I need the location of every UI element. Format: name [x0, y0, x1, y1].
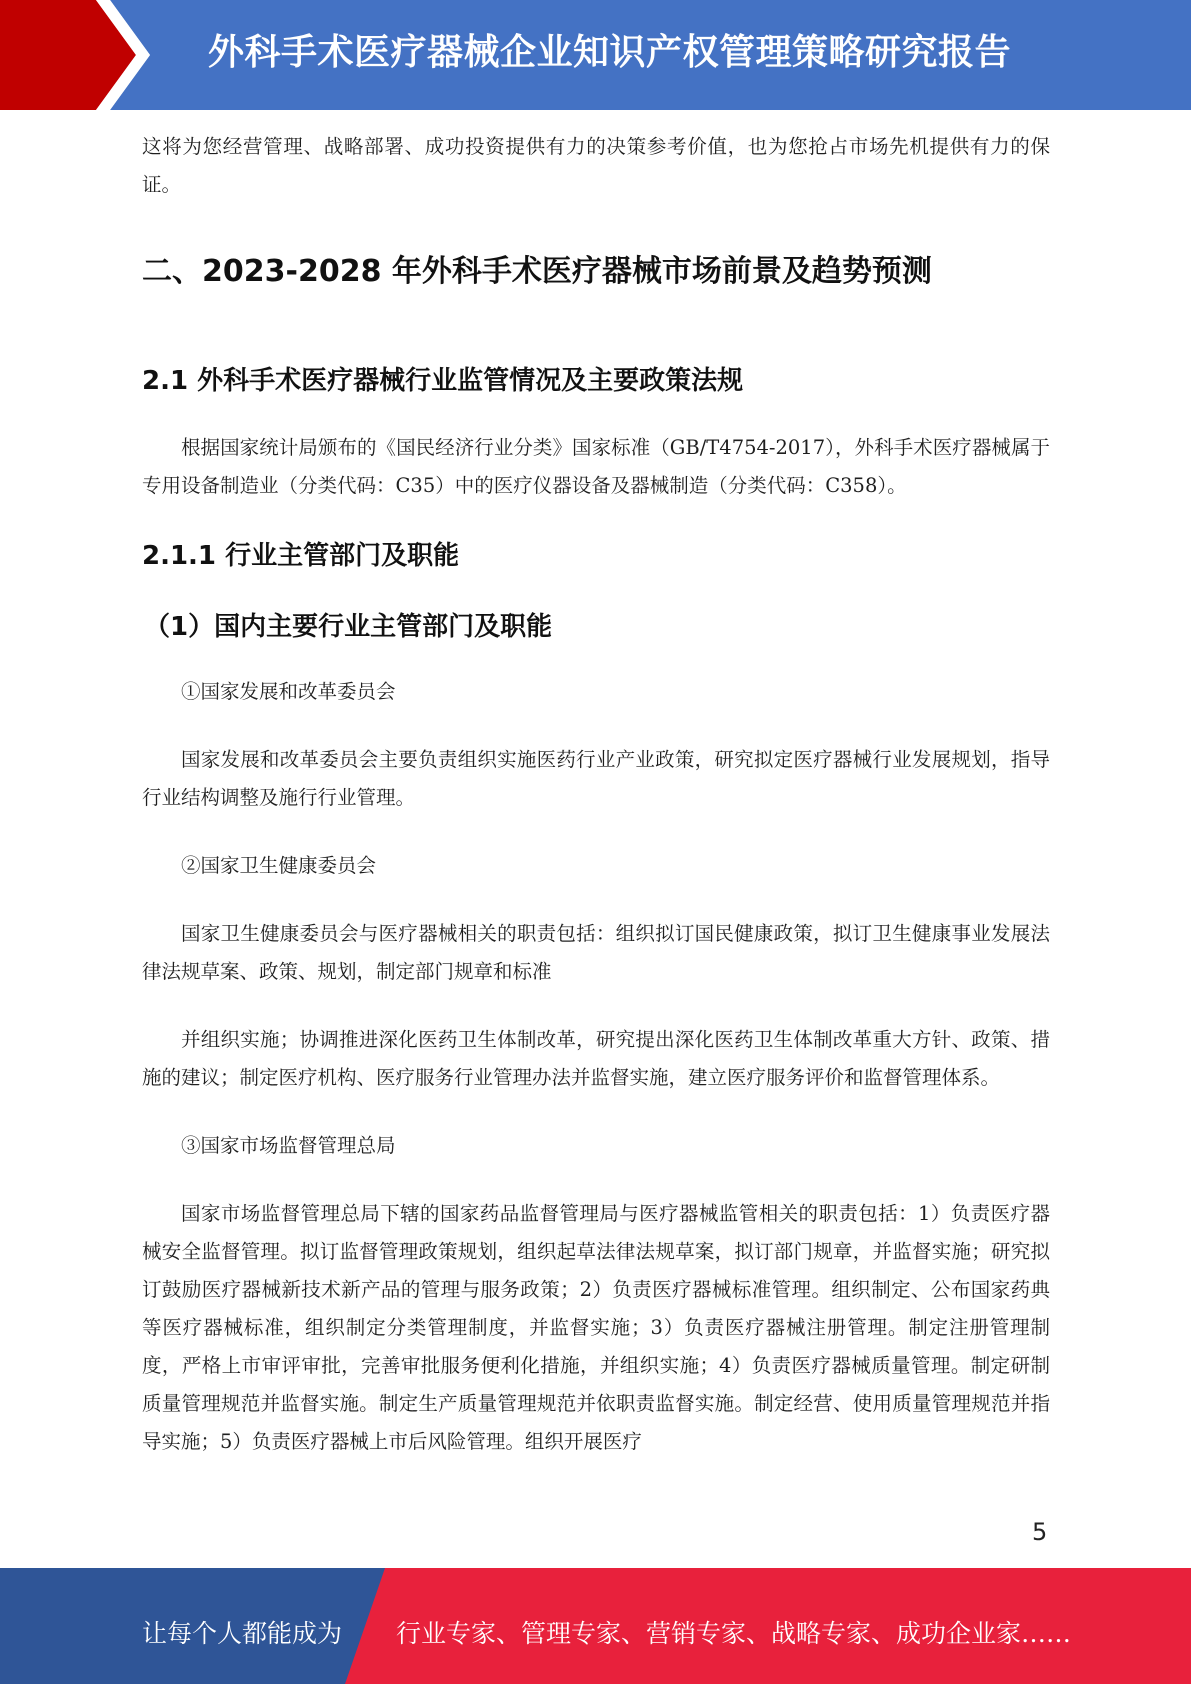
item-paragraph-ndrc: 国家发展和改革委员会主要负责组织实施医药行业产业政策，研究拟定医疗器械行业发展规划，指导行业结构调整及施行行业管理。 — [142, 748, 1050, 809]
subsection-heading: 2.1 外科手术医疗器械行业监管情况及主要政策法规 — [142, 366, 744, 396]
header-arrow-icon — [0, 0, 200, 110]
page-footer — [0, 1568, 1191, 1684]
item-title-nhc: ②国家卫生健康委员会 — [181, 854, 377, 877]
item-title-ndrc: ①国家发展和改革委员会 — [181, 680, 396, 703]
report-title: 外科手术医疗器械企业知识产权管理策略研究报告 — [208, 32, 1012, 73]
item-title-samr: ③国家市场监督管理总局 — [181, 1134, 396, 1157]
subsubsection-heading: 2.1.1 行业主管部门及职能 — [142, 541, 460, 571]
regulators-heading: （1）国内主要行业主管部门及职能 — [144, 612, 553, 642]
page-header — [0, 0, 1191, 110]
item-paragraph-samr: 国家市场监督管理总局下辖的国家药品监督管理局与医疗器械监管相关的职责包括：1）负责医疗器械安全监督管理。拟订监督管理政策规划，组织起草法律法规草案，拟订部门规章，并监督实施；研究拟订鼓励医疗器械新技术新产品的管理与服务政策；2）负责医疗器械标准管理。组织制定、公布国家药典等医疗器械标准，组织制定分类管理制度，并监督实施；3）负责医疗器械注册管理。制定注册管理制度，严格上市审评审批，完善审批服务便利化措施，并组织实施；4）负责医疗器械质量管理。制定研制质量管理规范并监督实施。制定生产质量管理规范并依职责监督实施。制定经营、使用质量管理规范并指导实施；5）负责医疗器械上市后风险管理。组织开展医疗 — [142, 1202, 1050, 1453]
footer-slogan-left: 让每个人都能成为 — [142, 1619, 343, 1648]
classification-paragraph: 根据国家统计局颁布的《国民经济行业分类》国家标准（GB/T4754-2017），外科手术医疗器械属于专用设备制造业（分类代码：C35）中的医疗仪器设备及器械制造（分类代码：C358）。 — [142, 436, 1050, 497]
item-paragraph-nhc-2: 并组织实施；协调推进深化医药卫生体制改革，研究提出深化医药卫生体制改革重大方针、政策、措施的建议；制定医疗机构、医疗服务行业管理办法并监督实施，建立医疗服务评价和监督管理体系。 — [142, 1028, 1050, 1089]
intro-paragraph: 这将为您经营管理、战略部署、成功投资提供有力的决策参考价值，也为您抢占市场先机提供有力的保证。 — [142, 135, 1050, 196]
footer-slogan-right: 行业专家、管理专家、营销专家、战略专家、成功企业家…… — [396, 1619, 1072, 1648]
page-number: 5 — [1032, 1518, 1048, 1546]
section-heading: 二、2023-2028 年外科手术医疗器械市场前景及趋势预测 — [142, 254, 932, 289]
page-content — [142, 128, 1050, 1461]
item-paragraph-nhc-1: 国家卫生健康委员会与医疗器械相关的职责包括：组织拟订国民健康政策，拟订卫生健康事业发展法律法规草案、政策、规划，制定部门规章和标准 — [142, 922, 1050, 983]
